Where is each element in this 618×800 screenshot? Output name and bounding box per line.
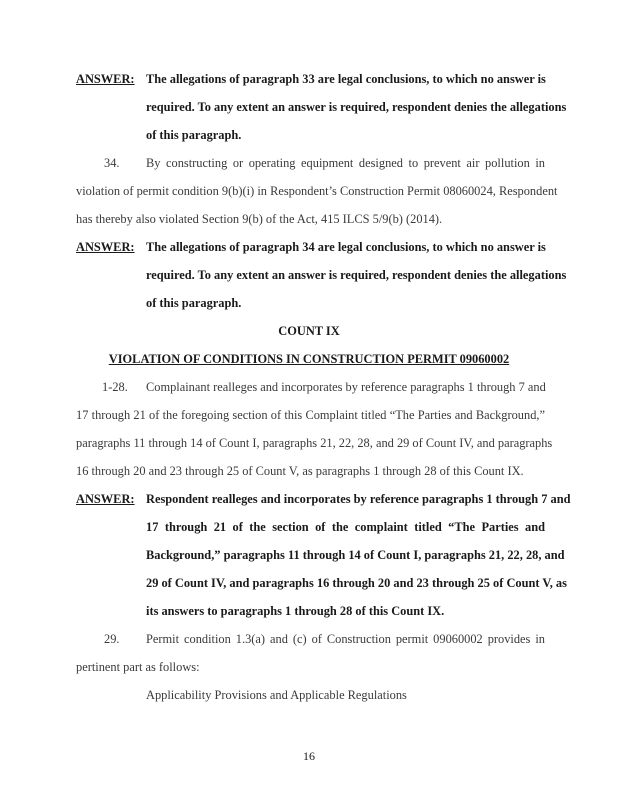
paragraph-1-28-number: 1-28. — [102, 380, 128, 394]
paragraph-34-line-2: violation of permit condition 9(b)(i) in Respondent’s Construction Permit 08060024, Respondent — [76, 184, 558, 198]
answer-label: ANSWER: — [76, 492, 135, 506]
answer-label: ANSWER: — [76, 240, 135, 254]
answer-1-28-line-5: its answers to paragraphs 1 through 28 of this Count IX. — [146, 604, 445, 618]
paragraph-29-number: 29. — [104, 632, 120, 646]
answer-1-28-line-4: 29 of Count IV, and paragraphs 16 through 20 and 23 through 25 of Count V, as — [146, 576, 567, 590]
answer-1-28-line-2: 17 through 21 of the section of the complaint titled “The Parties and — [146, 520, 545, 534]
count-subheading: VIOLATION OF CONDITIONS IN CONSTRUCTION PERMIT 09060002 — [108, 352, 510, 366]
paragraph-34-number: 34. — [104, 156, 120, 170]
answer-1-28-line-1: Respondent realleges and incorporates by reference paragraphs 1 through 7 and — [146, 492, 571, 506]
paragraph-1-28-line-3: paragraphs 11 through 14 of Count I, paragraphs 21, 22, 28, and 29 of Count IV, and paragraphs — [76, 436, 553, 450]
answer-33-line-3: of this paragraph. — [146, 128, 242, 142]
quote-heading: Applicability Provisions and Applicable Regulations — [146, 688, 407, 702]
answer-33-line-1: The allegations of paragraph 33 are legal conclusions, to which no answer is — [146, 72, 546, 86]
page-number: 16 — [303, 749, 315, 763]
paragraph-1-28-line-1: Complainant realleges and incorporates by reference paragraphs 1 through 7 and — [146, 380, 546, 394]
paragraph-29-line-1: Permit condition 1.3(a) and (c) of Construction permit 09060002 provides in — [146, 632, 545, 646]
paragraph-1-28-line-2: 17 through 21 of the foregoing section of this Complaint titled “The Parties and Background,” — [76, 408, 545, 422]
answer-33-line-2: required. To any extent an answer is required, respondent denies the allegations — [146, 100, 567, 114]
answer-label: ANSWER: — [76, 72, 135, 86]
answer-1-28-line-3: Background,” paragraphs 11 through 14 of Count I, paragraphs 21, 22, 28, and — [146, 548, 565, 562]
count-heading: COUNT IX — [278, 324, 340, 338]
paragraph-1-28-line-4: 16 through 20 and 23 through 25 of Count V, as paragraphs 1 through 28 of this Count IX. — [76, 464, 524, 478]
paragraph-29-line-2: pertinent part as follows: — [76, 660, 200, 674]
paragraph-34-line-3: has thereby also violated Section 9(b) of the Act, 415 ILCS 5/9(b) (2014). — [76, 212, 443, 226]
answer-34-line-3: of this paragraph. — [146, 296, 242, 310]
answer-34-line-1: The allegations of paragraph 34 are legal conclusions, to which no answer is — [146, 240, 546, 254]
paragraph-34-line-1: By constructing or operating equipment designed to prevent air pollution in — [146, 156, 545, 170]
answer-34-line-2: required. To any extent an answer is required, respondent denies the allegations — [146, 268, 567, 282]
